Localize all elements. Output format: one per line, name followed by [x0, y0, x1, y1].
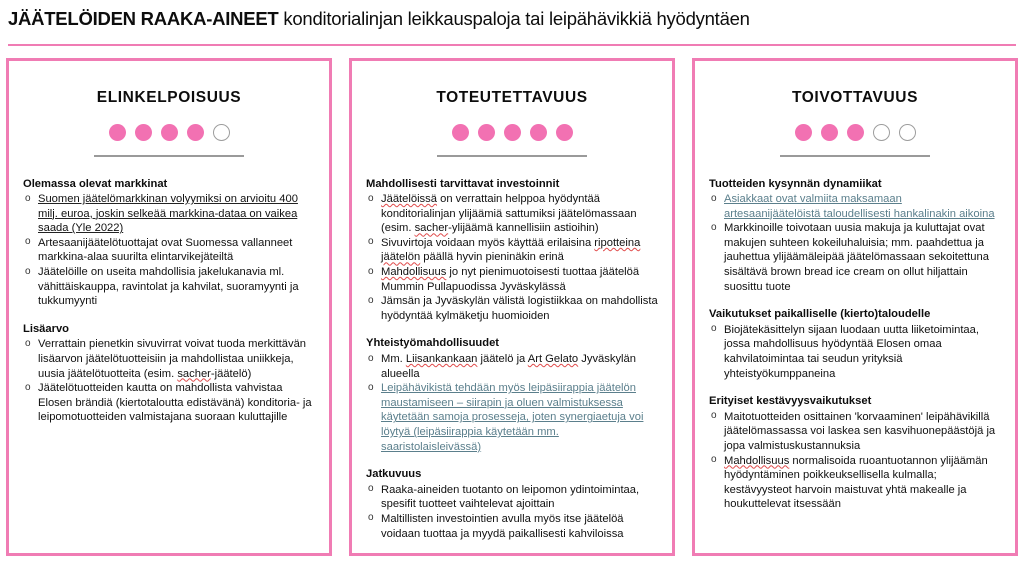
rating-dot-filled	[530, 124, 547, 141]
section	[366, 467, 658, 541]
rating-dot-filled	[187, 124, 204, 141]
spellcheck-word: ripotteina	[594, 236, 641, 249]
rating-dot-filled	[478, 124, 495, 141]
list-item: o Raaka-aineiden tuotanto on leipomon ydintoimintaa, spesifit tuotteet vaihtelevat ajoittain	[366, 483, 658, 512]
list-item: o Suomen jäätelömarkkinan volyymiksi on arvioitu 400 milj. euroa, joskin selkeää markkina-dataa on vaikea saada (Yle 2022)	[23, 192, 315, 236]
slide-header	[8, 4, 1016, 48]
card-divider	[437, 155, 587, 157]
spellcheck-word: jäätelön	[381, 251, 421, 264]
section-heading: Jatkuvuus	[366, 468, 422, 481]
spellcheck-word: Mahdollisuus	[381, 266, 447, 279]
rating-dot-filled	[504, 124, 521, 141]
card-body	[709, 177, 1001, 512]
criteria-card-toivottavuus	[692, 58, 1018, 556]
spellcheck-word: sacher	[414, 222, 449, 235]
hyperlink[interactable]: Asiakkaat ovat valmiita maksamaan artesaanijäätelöistä taloudellisesti hankalinakin aikoina	[724, 193, 995, 220]
list-item: o Mahdollisuus normalisoida ruoantuotannon ylijäämän hyödyntäminen poikkeuksellisella kulmalla; kestävyysteot harvoin maistuvat yhtä makealle ja houkuttelevat itsessään	[709, 454, 1001, 512]
hyperlink[interactable]: Leipähävikistä tehdään myös leipäsiirappia jäätelön maustamiseen – siirapin ja oluen valmistuksessa käytetään samoja prosesseja, joten synergiaetuja voi löytyä (leipäsiirappia käytetään mm. saaristolaisleivässä)	[381, 382, 644, 453]
rating-dot-filled	[109, 124, 126, 141]
section-heading: Erityiset kestävyysvaikutukset	[709, 395, 872, 408]
rating-dot-filled	[161, 124, 178, 141]
rating-dot-empty	[899, 124, 916, 141]
list-item: o Maltillisten investointien avulla myös itse jäätelöä voidaan tuottaa ja myydä paikallisesti kahviloissa	[366, 512, 658, 541]
list-item: o Artesaanijäätelötuottajat ovat Suomessa vallanneet markkina-alaa suurilta elintarvikejäteiltä	[23, 236, 315, 265]
list-item: o Verrattain pienetkin sivuvirrat voivat tuoda merkittävän lisäarvon jäätelötuotteisiin ja mahdollistaa uniikkeja, uusia jäätelötuotteita (esim. sacher-jäätelö)	[23, 337, 315, 381]
list-item: o Maitotuotteiden osittainen 'korvaaminen' leipähävikillä jäätelömassassa voi laskea sen kasvihuonepäästöjä ja jopa valmistuskustannuksia	[709, 410, 1001, 454]
rating-dot-filled	[847, 124, 864, 141]
list-item: o Sivuvirtoja voidaan myös käyttää erilaisina ripotteina jäätelön päällä hyvin pieninäkin erinä	[366, 236, 658, 265]
rating-dots	[709, 124, 1001, 141]
spellcheck-word: Mahdollisuus	[724, 454, 790, 467]
list-item	[366, 381, 658, 454]
list-item: o Mm. Liisankankaan jäätelö ja Art Gelato Jyväskylän alueella	[366, 352, 658, 381]
card-title: ELINKELPOISUUS	[96, 89, 242, 106]
rating-dot-filled	[821, 124, 838, 141]
section	[709, 307, 1001, 381]
card-body	[23, 177, 315, 426]
section	[366, 177, 658, 324]
list-item: o Mahdollisuus jo nyt pienimuotoisesti tuottaa jäätelöä Mummin Pullapuodissa Jyväskylässä	[366, 265, 658, 294]
section	[709, 394, 1001, 512]
list-item	[709, 192, 1001, 221]
card-title: TOTEUTETTAVUUS	[436, 89, 588, 106]
spellcheck-word: Jäätelöissä	[381, 193, 437, 206]
page-title	[8, 4, 1016, 34]
rating-dots	[366, 124, 658, 141]
section	[23, 177, 315, 309]
card-divider	[780, 155, 930, 157]
section	[709, 177, 1001, 295]
list-item: o Jäätelöille on useita mahdollisia jakelukanavia ml. vähittäiskauppa, ravintolat ja kahvilat, suoramyynti ja tukkumyynti	[23, 265, 315, 309]
section	[366, 336, 658, 454]
page-title-strong: JÄÄTELÖIDEN RAAKA-AINEET	[8, 8, 279, 29]
list-item: o Jäätelöissä on verrattain helppoa hyödyntää konditorialinjan ylijäämiä sattumiksi jäätelömassaan (esim. sacher-ylijäämä kannellisiin astioihin)	[366, 192, 658, 236]
list-item: o Markkinoille toivotaan uusia makuja ja kuluttajat ovat makujen suhteen kokeiluhaluisia; mm. paahdettua ja jauhettua ylijäämäleipää jäätelömassaan sekoitettuna sisältävä brown bread ice cream on ollut hiljattain suosittu tuote	[709, 221, 1001, 294]
section-heading: Lisäarvo	[23, 322, 70, 335]
section-heading: Vaikutukset paikalliselle (kierto)taloudelle	[709, 308, 931, 321]
rating-dot-empty	[213, 124, 230, 141]
criteria-columns	[0, 58, 1024, 556]
criteria-card-elinkelpoisuus	[6, 58, 332, 556]
list-item: o Biojätekäsittelyn sijaan luodaan uutta liiketoimintaa, jossa mahdollisuus hyödyntää Elosen omaa kahvilatoimintaa tai seudun yrityksiä yhteistyökumppaneina	[709, 323, 1001, 381]
card-body	[366, 177, 658, 542]
spellcheck-word: sacher	[177, 367, 211, 380]
card-title: TOIVOTTAVUUS	[791, 89, 919, 106]
rating-dots	[23, 124, 315, 141]
criteria-card-toteutettavuus	[349, 58, 675, 556]
rating-dot-empty	[873, 124, 890, 141]
section-heading: Mahdollisesti tarvittavat investoinnit	[366, 177, 560, 190]
section-heading: Tuotteiden kysynnän dynamiikat	[709, 177, 882, 190]
section	[23, 322, 315, 425]
section-heading: Yhteistyömahdollisuudet	[366, 337, 500, 350]
list-item: o Jämsän ja Jyväskylän välistä logistiikkaa on mahdollista hyödyntää kylmäketju huomioiden	[366, 294, 658, 323]
header-divider-rule	[8, 44, 1016, 46]
section-heading: Olemassa olevat markkinat	[23, 177, 168, 190]
spellcheck-word: Art Gelato	[527, 353, 579, 366]
rating-dot-filled	[135, 124, 152, 141]
card-divider	[94, 155, 244, 157]
page-title-light: konditorialinjan leikkauspaloja tai leipähävikkiä hyödyntäen	[278, 8, 750, 29]
rating-dot-filled	[452, 124, 469, 141]
list-item: o Jäätelötuotteiden kautta on mahdollista vahvistaa Elosen brändiä (kiertotaloutta edistävänä) konditoria- ja leipomotuotteiden valmistajana suoraan kuluttajille	[23, 381, 315, 425]
rating-dot-filled	[795, 124, 812, 141]
rating-dot-filled	[556, 124, 573, 141]
spellcheck-word: Liisankankaan	[405, 353, 478, 366]
